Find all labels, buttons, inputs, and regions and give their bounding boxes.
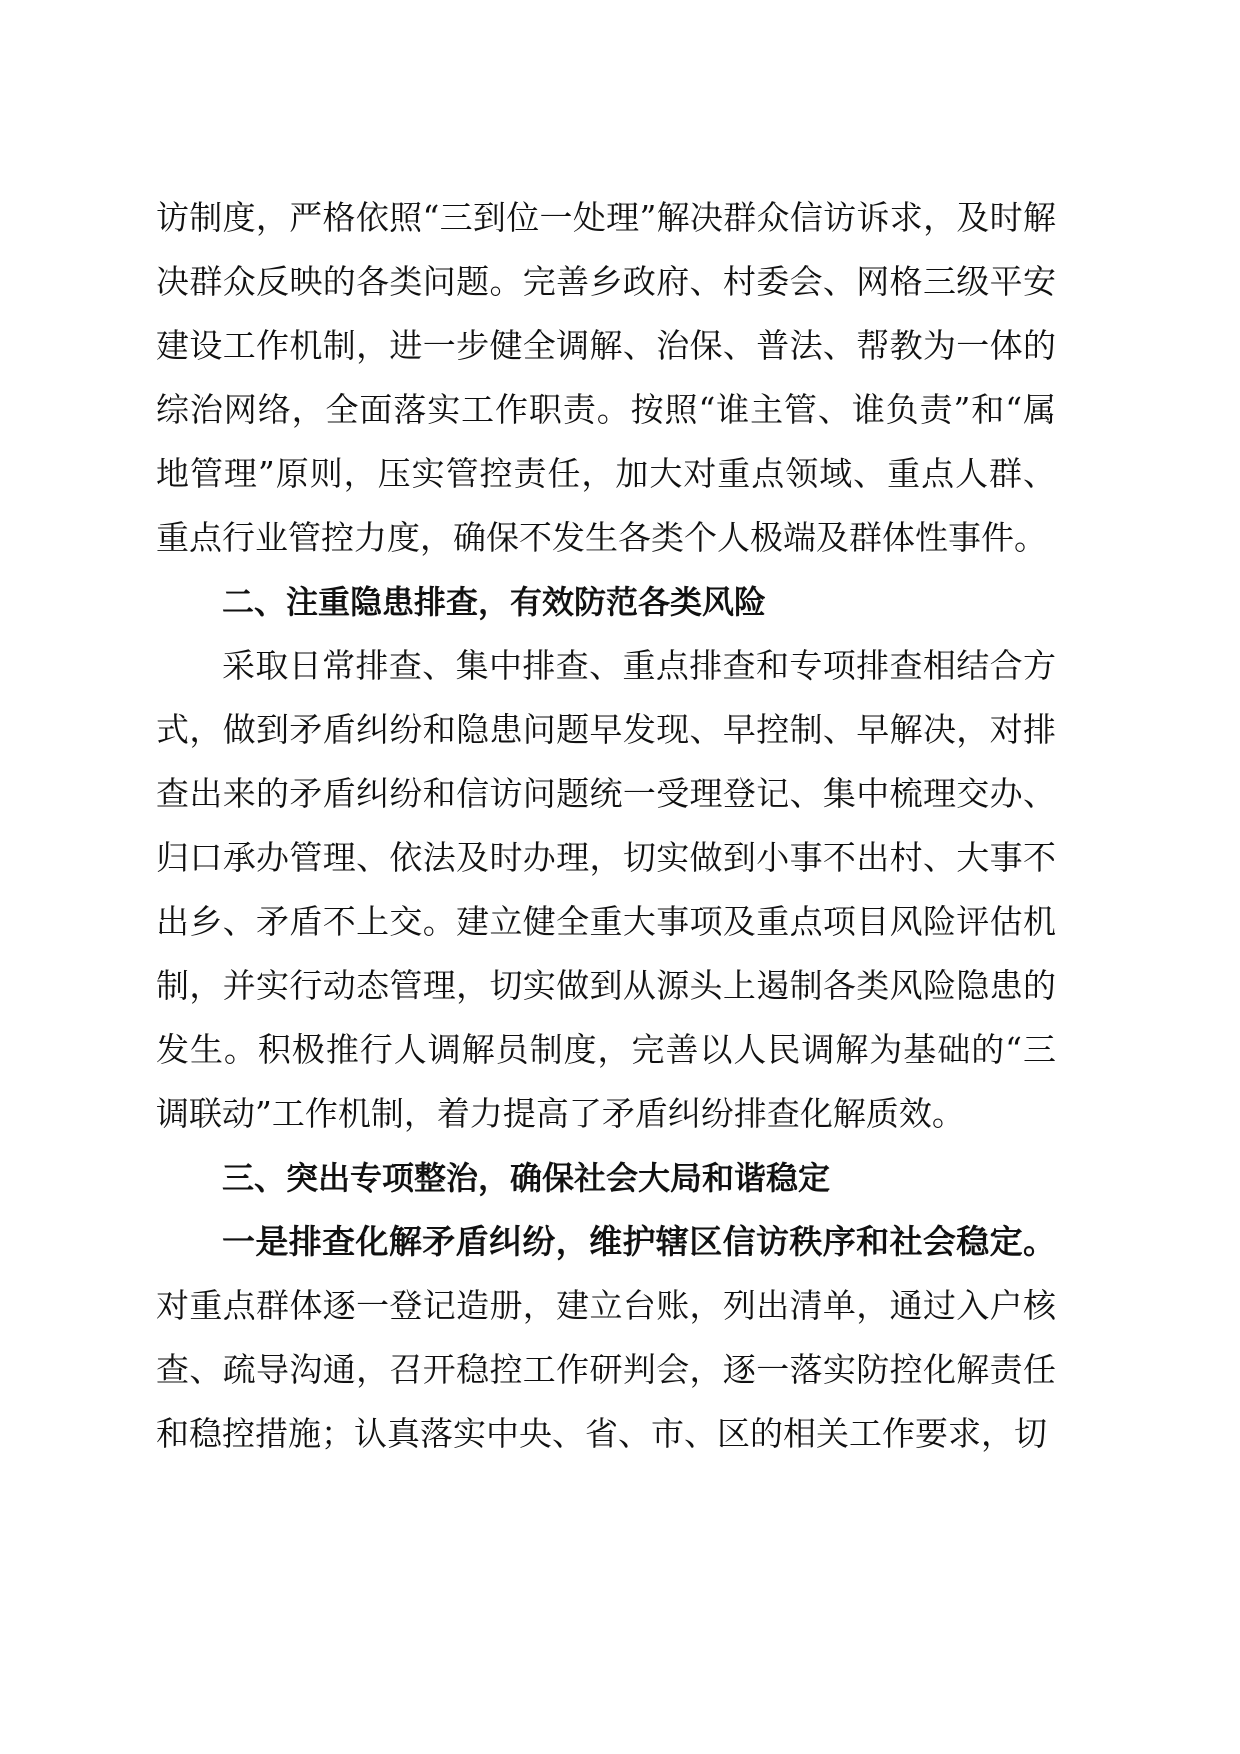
document-body (156, 186, 1056, 1466)
paragraph-body: 对重点群体逐一登记造册，建立台账，列出清单，通过入户核查、疏导沟通，召开稳控工作研判会，逐一落实防控化解责任和稳控措施；认真落实中央、省、市、区的相关工作要求，切 (156, 1286, 1056, 1453)
section-heading-2: 二、注重隐患排查，有效防范各类风险 (222, 583, 767, 621)
section-heading-3: 三、突出专项整治，确保社会大局和谐稳定 (222, 1159, 831, 1197)
paragraph-section-3 (156, 1210, 1056, 1466)
paragraph-continued: 访制度，严格依照“三到位一处理”解决群众信访诉求，及时解决群众反映的各类问题。完善乡政府、村委会、网格三级平安建设工作机制，进一步健全调解、治保、普法、帮教为一体的综治网络，全面落实工作职责。按照“谁主管、谁负责”和“属地管理”原则，压实管控责任，加大对重点领域、重点人群、重点行业管控力度，确保不发生各类个人极端及群体性事件。 (156, 198, 1056, 557)
paragraph-lead-bold: 一是排查化解矛盾纠纷，维护辖区信访秩序和社会稳定。 (222, 1222, 1056, 1261)
paragraph-section-2: 采取日常排查、集中排查、重点排查和专项排查相结合方式，做到矛盾纠纷和隐患问题早发现、早控制、早解决，对排查出来的矛盾纠纷和信访问题统一受理登记、集中梳理交办、归口承办管理、依法及时办理，切实做到小事不出村、大事不出乡、矛盾不上交。建立健全重大事项及重点项目风险评估机制，并实行动态管理，切实做到从源头上遏制各类风险隐患的发生。积极推行人调解员制度，完善以人民调解为基础的“三调联动”工作机制，着力提高了矛盾纠纷排查化解质效。 (156, 646, 1056, 1133)
